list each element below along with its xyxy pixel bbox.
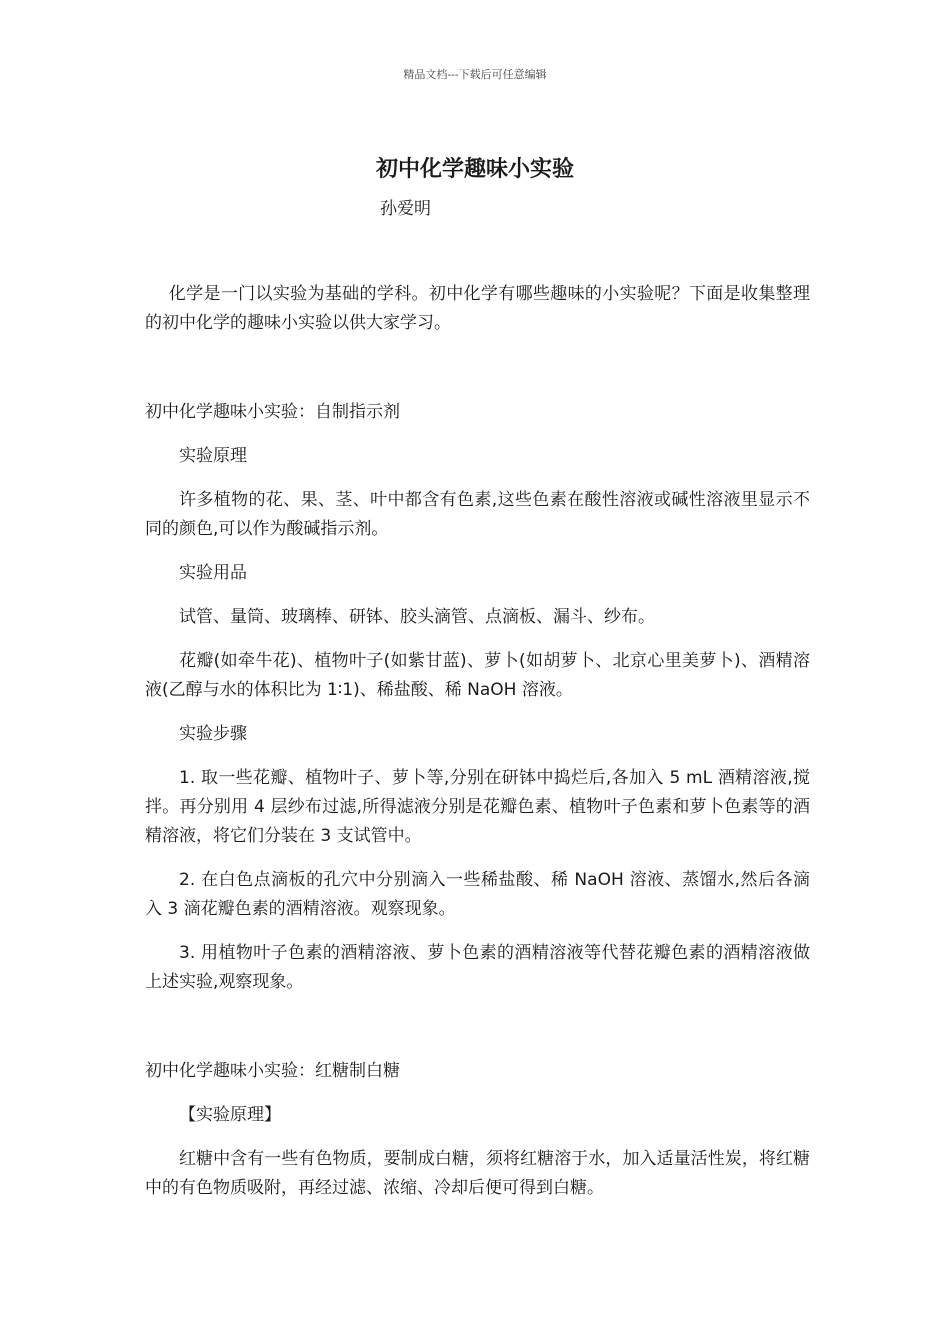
materials-label: 实验用品 (179, 563, 247, 583)
principle-paragraph: 许多植物的花、果、茎、叶中都含有色素,这些色素在酸性溶液或碱性溶液里显示不同的颜色,可以作为酸碱指示剂。 (145, 490, 810, 539)
steps-label: 实验步骤 (179, 724, 247, 744)
principle-label: 实验原理 (179, 446, 247, 466)
sugar-principle-paragraph: 红糖中含有一些有色物质，要制成白糖，须将红糖溶于水，加入适量活性炭，将红糖中的有色物质吸附，再经过滤、浓缩、冷却后便可得到白糖。 (145, 1149, 810, 1198)
section-heading-sugar: 初中化学趣味小实验：红糖制白糖 (145, 1061, 400, 1081)
intro-paragraph: 化学是一门以实验为基础的学科。初中化学有哪些趣味的小实验呢？下面是收集整理的初中化学的趣味小实验以供大家学习。 (145, 284, 810, 333)
section-heading-indicator: 初中化学趣味小实验：自制指示剂 (145, 402, 400, 422)
step-1-paragraph: 1. 取一些花瓣、植物叶子、萝卜等,分别在研钵中捣烂后,各加入 5 mL 酒精溶液,搅拌。再分别用 4 层纱布过滤,所得滤液分别是花瓣色素、植物叶子色素和萝卜色素等的酒精溶液，将它们分装在 3 支试管中。 (145, 768, 810, 846)
sugar-principle-label: 【实验原理】 (179, 1105, 281, 1125)
header-note: 精品文档---下载后可任意编辑 (403, 68, 547, 81)
materials-paragraph-2: 花瓣(如牵牛花)、植物叶子(如紫甘蓝)、萝卜(如胡萝卜、北京心里美萝卜)、酒精溶液(乙醇与水的体积比为 1∶1)、稀盐酸、稀 NaOH 溶液。 (145, 651, 810, 700)
document-body (145, 280, 810, 1203)
document-title: 初中化学趣味小实验 (375, 156, 574, 182)
materials-paragraph-1: 试管、量筒、玻璃棒、研钵、胶头滴管、点滴板、漏斗、纱布。 (179, 607, 655, 627)
step-3-paragraph: 3. 用植物叶子色素的酒精溶液、萝卜色素的酒精溶液等代替花瓣色素的酒精溶液做上述实验,观察现象。 (145, 943, 810, 992)
document-author: 孙爱明 (380, 199, 431, 219)
step-2-paragraph: 2. 在白色点滴板的孔穴中分别滴入一些稀盐酸、稀 NaOH 溶液、蒸馏水,然后各滴入 3 滴花瓣色素的酒精溶液。观察现象。 (145, 870, 810, 919)
